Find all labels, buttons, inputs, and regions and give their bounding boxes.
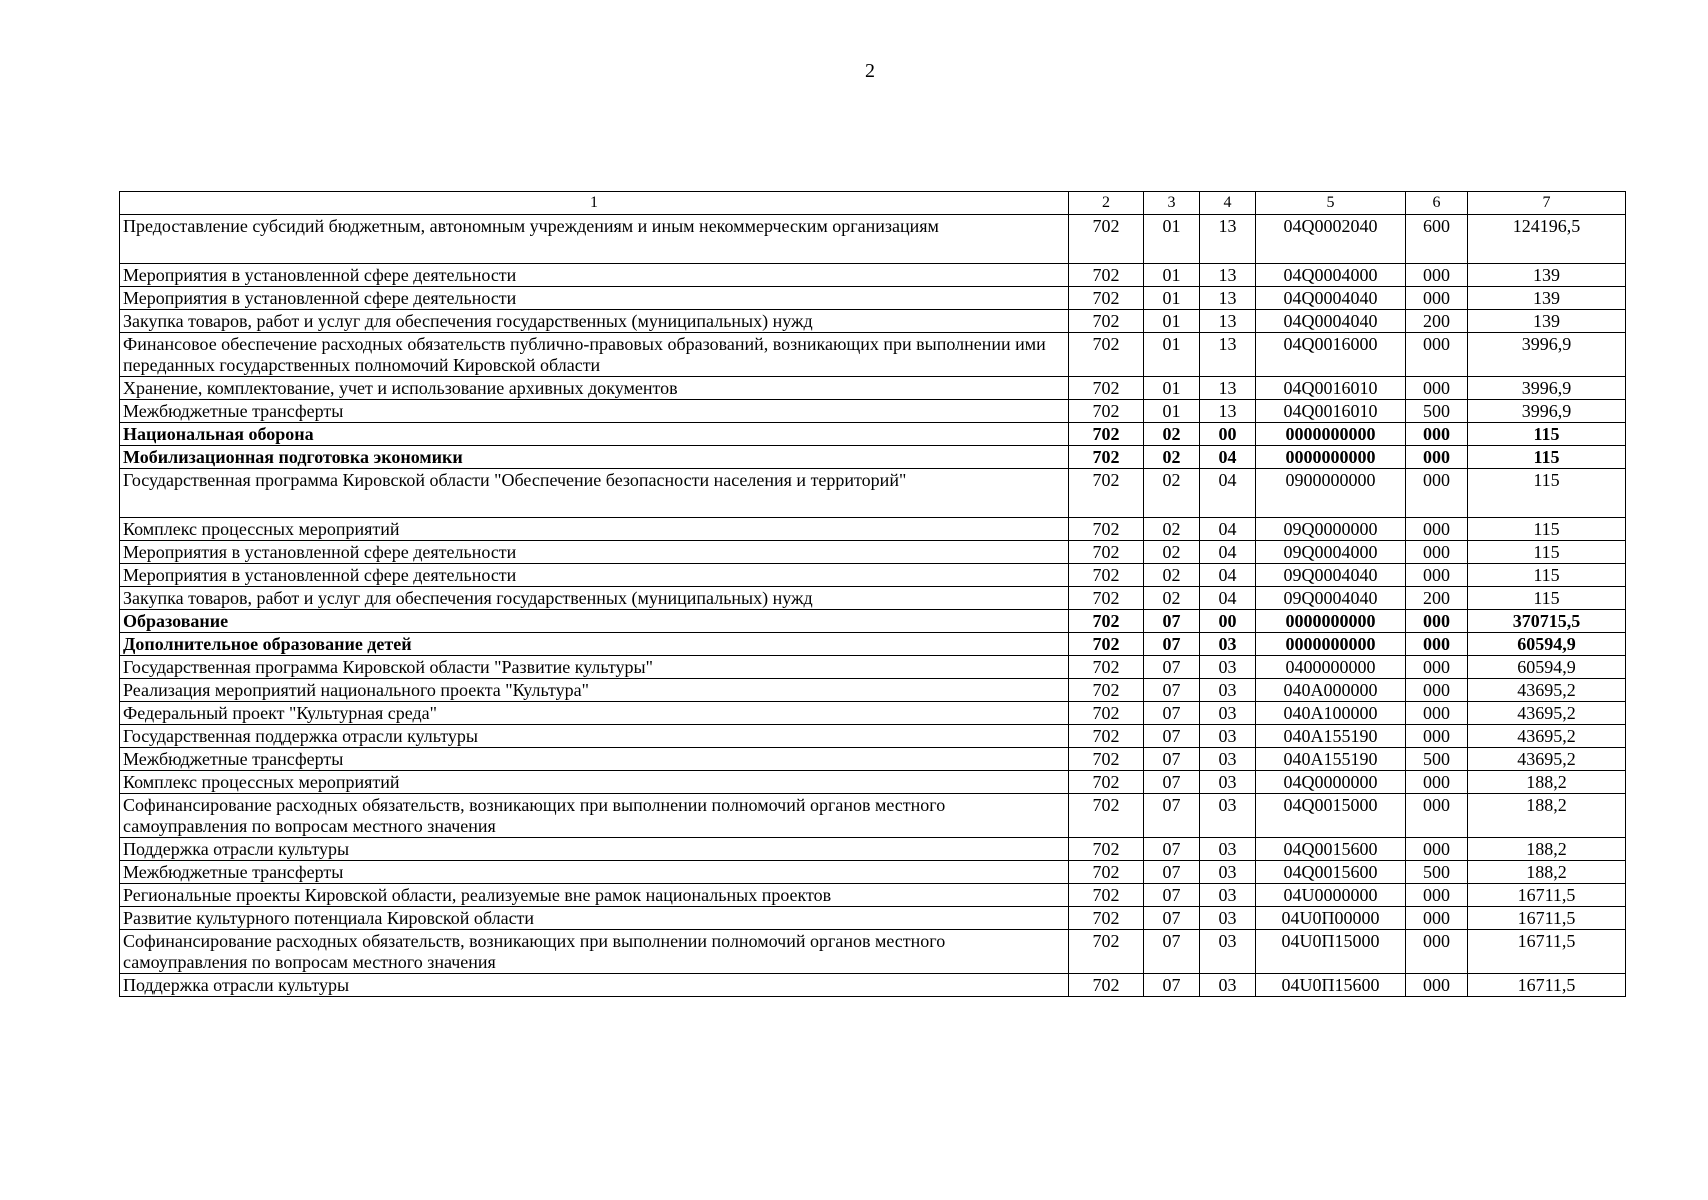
header-row xyxy=(120,192,1626,215)
table-row xyxy=(120,377,1626,400)
row-c5: 04U0П15000 xyxy=(1256,930,1406,974)
row-name: Хранение, комплектование, учет и использование архивных документов xyxy=(120,377,1069,400)
row-c6: 000 xyxy=(1406,333,1468,377)
row-c6: 000 xyxy=(1406,610,1468,633)
row-c4: 04 xyxy=(1200,541,1256,564)
row-c5: 04Q0015600 xyxy=(1256,861,1406,884)
table-row xyxy=(120,907,1626,930)
row-name: Государственная поддержка отрасли культуры xyxy=(120,725,1069,748)
header-col-3: 3 xyxy=(1144,192,1200,215)
table-row xyxy=(120,884,1626,907)
row-c4: 03 xyxy=(1200,771,1256,794)
row-c2: 702 xyxy=(1069,838,1144,861)
row-name: Национальная оборона xyxy=(120,423,1069,446)
row-c4: 03 xyxy=(1200,748,1256,771)
row-c2: 702 xyxy=(1069,333,1144,377)
row-c4: 13 xyxy=(1200,287,1256,310)
row-c7: 115 xyxy=(1468,541,1626,564)
row-c5: 0900000000 xyxy=(1256,469,1406,518)
row-c5: 04Q0016010 xyxy=(1256,400,1406,423)
header-col-6: 6 xyxy=(1406,192,1468,215)
row-c5: 040A000000 xyxy=(1256,679,1406,702)
row-name: Закупка товаров, работ и услуг для обеспечения государственных (муниципальных) нужд xyxy=(120,310,1069,333)
row-c2: 702 xyxy=(1069,377,1144,400)
row-c5: 04U0П00000 xyxy=(1256,907,1406,930)
row-c3: 07 xyxy=(1144,884,1200,907)
row-c5: 04U0000000 xyxy=(1256,884,1406,907)
row-c3: 02 xyxy=(1144,518,1200,541)
row-c7: 188,2 xyxy=(1468,861,1626,884)
row-c3: 02 xyxy=(1144,423,1200,446)
table-row xyxy=(120,702,1626,725)
row-name: Софинансирование расходных обязательств, возникающих при выполнении полномочий органов местного самоуправления по вопросам местного значения xyxy=(120,930,1069,974)
table-row xyxy=(120,541,1626,564)
table-row xyxy=(120,930,1626,974)
row-c6: 000 xyxy=(1406,838,1468,861)
row-c2: 702 xyxy=(1069,656,1144,679)
row-c2: 702 xyxy=(1069,884,1144,907)
row-c4: 00 xyxy=(1200,610,1256,633)
row-c5: 0000000000 xyxy=(1256,610,1406,633)
row-c6: 000 xyxy=(1406,287,1468,310)
row-c3: 07 xyxy=(1144,679,1200,702)
row-name: Мобилизационная подготовка экономики xyxy=(120,446,1069,469)
row-c6: 000 xyxy=(1406,974,1468,997)
row-c3: 07 xyxy=(1144,771,1200,794)
row-c7: 124196,5 xyxy=(1468,215,1626,264)
row-c7: 188,2 xyxy=(1468,794,1626,838)
row-c4: 04 xyxy=(1200,518,1256,541)
table-row xyxy=(120,469,1626,518)
table-row xyxy=(120,725,1626,748)
row-name: Мероприятия в установленной сфере деятельности xyxy=(120,264,1069,287)
row-c5: 0000000000 xyxy=(1256,633,1406,656)
row-c6: 600 xyxy=(1406,215,1468,264)
row-c7: 16711,5 xyxy=(1468,930,1626,974)
row-c6: 000 xyxy=(1406,656,1468,679)
row-c5: 04Q0002040 xyxy=(1256,215,1406,264)
row-c2: 702 xyxy=(1069,679,1144,702)
row-c7: 16711,5 xyxy=(1468,907,1626,930)
row-c3: 07 xyxy=(1144,974,1200,997)
row-c5: 04Q0015600 xyxy=(1256,838,1406,861)
row-c6: 200 xyxy=(1406,587,1468,610)
row-c4: 13 xyxy=(1200,264,1256,287)
row-c3: 01 xyxy=(1144,400,1200,423)
row-c6: 000 xyxy=(1406,423,1468,446)
row-c3: 07 xyxy=(1144,794,1200,838)
row-c7: 188,2 xyxy=(1468,838,1626,861)
row-c4: 13 xyxy=(1200,400,1256,423)
row-c2: 702 xyxy=(1069,310,1144,333)
row-c2: 702 xyxy=(1069,794,1144,838)
row-c5: 04Q0015000 xyxy=(1256,794,1406,838)
row-c7: 115 xyxy=(1468,446,1626,469)
table-row xyxy=(120,861,1626,884)
row-c7: 188,2 xyxy=(1468,771,1626,794)
row-name: Закупка товаров, работ и услуг для обеспечения государственных (муниципальных) нужд xyxy=(120,587,1069,610)
row-c5: 040A100000 xyxy=(1256,702,1406,725)
row-c6: 000 xyxy=(1406,679,1468,702)
row-c7: 115 xyxy=(1468,587,1626,610)
row-c3: 02 xyxy=(1144,469,1200,518)
row-c7: 3996,9 xyxy=(1468,400,1626,423)
table-row xyxy=(120,215,1626,264)
row-c2: 702 xyxy=(1069,907,1144,930)
table-row xyxy=(120,264,1626,287)
row-name: Региональные проекты Кировской области, реализуемые вне рамок национальных проектов xyxy=(120,884,1069,907)
row-c2: 702 xyxy=(1069,861,1144,884)
row-c3: 07 xyxy=(1144,633,1200,656)
row-c6: 000 xyxy=(1406,633,1468,656)
row-c7: 43695,2 xyxy=(1468,725,1626,748)
row-c6: 000 xyxy=(1406,794,1468,838)
row-c2: 702 xyxy=(1069,771,1144,794)
row-c3: 01 xyxy=(1144,287,1200,310)
table-row xyxy=(120,771,1626,794)
row-c5: 0000000000 xyxy=(1256,423,1406,446)
row-c5: 040A155190 xyxy=(1256,748,1406,771)
row-c6: 000 xyxy=(1406,446,1468,469)
row-name: Образование xyxy=(120,610,1069,633)
header-col-5: 5 xyxy=(1256,192,1406,215)
table-row xyxy=(120,310,1626,333)
row-name: Мероприятия в установленной сфере деятельности xyxy=(120,541,1069,564)
row-c6: 000 xyxy=(1406,930,1468,974)
row-c6: 000 xyxy=(1406,702,1468,725)
row-c4: 13 xyxy=(1200,333,1256,377)
row-c6: 000 xyxy=(1406,907,1468,930)
row-c6: 500 xyxy=(1406,748,1468,771)
row-name: Дополнительное образование детей xyxy=(120,633,1069,656)
table-row-section xyxy=(120,633,1626,656)
row-name: Межбюджетные трансферты xyxy=(120,400,1069,423)
row-name: Финансовое обеспечение расходных обязательств публично-правовых образований, возникающих при выполнении ими переданных государственных полномочий Кировской области xyxy=(120,333,1069,377)
row-c2: 702 xyxy=(1069,633,1144,656)
row-name: Межбюджетные трансферты xyxy=(120,861,1069,884)
row-c4: 03 xyxy=(1200,974,1256,997)
row-c2: 702 xyxy=(1069,446,1144,469)
row-c7: 370715,5 xyxy=(1468,610,1626,633)
row-c7: 3996,9 xyxy=(1468,333,1626,377)
row-name: Реализация мероприятий национального проекта "Культура" xyxy=(120,679,1069,702)
row-name: Федеральный проект "Культурная среда" xyxy=(120,702,1069,725)
table-row xyxy=(120,400,1626,423)
row-c3: 07 xyxy=(1144,702,1200,725)
row-c7: 139 xyxy=(1468,310,1626,333)
row-c3: 02 xyxy=(1144,446,1200,469)
row-name: Межбюджетные трансферты xyxy=(120,748,1069,771)
row-c7: 43695,2 xyxy=(1468,702,1626,725)
row-c6: 500 xyxy=(1406,400,1468,423)
row-c7: 139 xyxy=(1468,264,1626,287)
row-c6: 000 xyxy=(1406,541,1468,564)
row-c4: 03 xyxy=(1200,702,1256,725)
row-c4: 03 xyxy=(1200,725,1256,748)
row-c4: 04 xyxy=(1200,446,1256,469)
row-name: Государственная программа Кировской области "Развитие культуры" xyxy=(120,656,1069,679)
row-c2: 702 xyxy=(1069,748,1144,771)
row-c2: 702 xyxy=(1069,564,1144,587)
row-c3: 07 xyxy=(1144,861,1200,884)
row-c5: 04Q0004040 xyxy=(1256,310,1406,333)
row-c5: 0400000000 xyxy=(1256,656,1406,679)
row-c2: 702 xyxy=(1069,400,1144,423)
row-name: Предоставление субсидий бюджетным, автономным учреждениям и иным некоммерческим организациям xyxy=(120,215,1069,264)
table-row xyxy=(120,587,1626,610)
row-c5: 09Q0004040 xyxy=(1256,587,1406,610)
row-c4: 13 xyxy=(1200,377,1256,400)
row-c2: 702 xyxy=(1069,974,1144,997)
row-c3: 07 xyxy=(1144,748,1200,771)
row-name: Поддержка отрасли культуры xyxy=(120,838,1069,861)
row-c3: 07 xyxy=(1144,838,1200,861)
table-row xyxy=(120,518,1626,541)
row-c4: 03 xyxy=(1200,633,1256,656)
row-c3: 02 xyxy=(1144,564,1200,587)
row-c7: 60594,9 xyxy=(1468,656,1626,679)
row-c5: 040A155190 xyxy=(1256,725,1406,748)
row-c4: 03 xyxy=(1200,679,1256,702)
row-c2: 702 xyxy=(1069,587,1144,610)
row-name: Комплекс процессных мероприятий xyxy=(120,518,1069,541)
row-name: Комплекс процессных мероприятий xyxy=(120,771,1069,794)
row-c6: 000 xyxy=(1406,518,1468,541)
row-c4: 03 xyxy=(1200,838,1256,861)
row-c5: 0000000000 xyxy=(1256,446,1406,469)
row-c2: 702 xyxy=(1069,264,1144,287)
row-c5: 04U0П15600 xyxy=(1256,974,1406,997)
row-c4: 03 xyxy=(1200,884,1256,907)
row-name: Поддержка отрасли культуры xyxy=(120,974,1069,997)
row-c3: 07 xyxy=(1144,907,1200,930)
row-c3: 01 xyxy=(1144,310,1200,333)
row-c6: 000 xyxy=(1406,377,1468,400)
row-c2: 702 xyxy=(1069,541,1144,564)
row-c4: 00 xyxy=(1200,423,1256,446)
row-c4: 03 xyxy=(1200,794,1256,838)
row-c4: 03 xyxy=(1200,907,1256,930)
row-c5: 04Q0016010 xyxy=(1256,377,1406,400)
header-col-2: 2 xyxy=(1069,192,1144,215)
table-row xyxy=(120,794,1626,838)
row-c6: 000 xyxy=(1406,564,1468,587)
row-c4: 03 xyxy=(1200,930,1256,974)
row-c4: 03 xyxy=(1200,656,1256,679)
row-name: Софинансирование расходных обязательств, возникающих при выполнении полномочий органов местного самоуправления по вопросам местного значения xyxy=(120,794,1069,838)
row-c3: 02 xyxy=(1144,541,1200,564)
header-col-7: 7 xyxy=(1468,192,1626,215)
row-c3: 01 xyxy=(1144,264,1200,287)
table-row xyxy=(120,333,1626,377)
table-row xyxy=(120,656,1626,679)
header-col-1: 1 xyxy=(120,192,1069,215)
row-name: Мероприятия в установленной сфере деятельности xyxy=(120,564,1069,587)
row-c5: 09Q0004000 xyxy=(1256,541,1406,564)
row-c3: 01 xyxy=(1144,333,1200,377)
table-row xyxy=(120,679,1626,702)
row-c4: 13 xyxy=(1200,310,1256,333)
row-c7: 16711,5 xyxy=(1468,884,1626,907)
row-c7: 43695,2 xyxy=(1468,748,1626,771)
row-c7: 115 xyxy=(1468,469,1626,518)
table-row xyxy=(120,748,1626,771)
row-c7: 115 xyxy=(1468,423,1626,446)
table-row-section xyxy=(120,423,1626,446)
row-c6: 000 xyxy=(1406,884,1468,907)
row-c2: 702 xyxy=(1069,610,1144,633)
table-row-section xyxy=(120,446,1626,469)
table-row xyxy=(120,287,1626,310)
row-c6: 000 xyxy=(1406,771,1468,794)
row-c2: 702 xyxy=(1069,469,1144,518)
row-c6: 000 xyxy=(1406,725,1468,748)
row-c5: 04Q0000000 xyxy=(1256,771,1406,794)
row-c2: 702 xyxy=(1069,215,1144,264)
row-c5: 09Q0004040 xyxy=(1256,564,1406,587)
row-c6: 200 xyxy=(1406,310,1468,333)
row-c3: 02 xyxy=(1144,587,1200,610)
row-c5: 09Q0000000 xyxy=(1256,518,1406,541)
page-number: 2 xyxy=(865,60,875,82)
row-c7: 115 xyxy=(1468,564,1626,587)
budget-table xyxy=(119,191,1626,997)
row-c6: 000 xyxy=(1406,264,1468,287)
row-c4: 04 xyxy=(1200,469,1256,518)
row-c5: 04Q0004000 xyxy=(1256,264,1406,287)
row-c7: 3996,9 xyxy=(1468,377,1626,400)
row-c3: 01 xyxy=(1144,215,1200,264)
row-c7: 16711,5 xyxy=(1468,974,1626,997)
row-c3: 07 xyxy=(1144,656,1200,679)
row-c5: 04Q0004040 xyxy=(1256,287,1406,310)
header-col-4: 4 xyxy=(1200,192,1256,215)
row-c2: 702 xyxy=(1069,518,1144,541)
table-row-section xyxy=(120,610,1626,633)
row-c6: 000 xyxy=(1406,469,1468,518)
row-c4: 13 xyxy=(1200,215,1256,264)
row-c4: 04 xyxy=(1200,564,1256,587)
row-c4: 04 xyxy=(1200,587,1256,610)
table-row xyxy=(120,974,1626,997)
table-row xyxy=(120,564,1626,587)
row-c7: 43695,2 xyxy=(1468,679,1626,702)
row-c2: 702 xyxy=(1069,423,1144,446)
row-c3: 01 xyxy=(1144,377,1200,400)
row-c6: 500 xyxy=(1406,861,1468,884)
row-c3: 07 xyxy=(1144,610,1200,633)
row-c2: 702 xyxy=(1069,725,1144,748)
row-c7: 139 xyxy=(1468,287,1626,310)
row-c7: 115 xyxy=(1468,518,1626,541)
table-row xyxy=(120,838,1626,861)
row-c4: 03 xyxy=(1200,861,1256,884)
row-name: Государственная программа Кировской области "Обеспечение безопасности населения и территорий" xyxy=(120,469,1069,518)
row-c2: 702 xyxy=(1069,930,1144,974)
row-c2: 702 xyxy=(1069,287,1144,310)
row-c2: 702 xyxy=(1069,702,1144,725)
row-name: Мероприятия в установленной сфере деятельности xyxy=(120,287,1069,310)
row-c3: 07 xyxy=(1144,725,1200,748)
row-name: Развитие культурного потенциала Кировской области xyxy=(120,907,1069,930)
row-c5: 04Q0016000 xyxy=(1256,333,1406,377)
row-c3: 07 xyxy=(1144,930,1200,974)
row-c7: 60594,9 xyxy=(1468,633,1626,656)
